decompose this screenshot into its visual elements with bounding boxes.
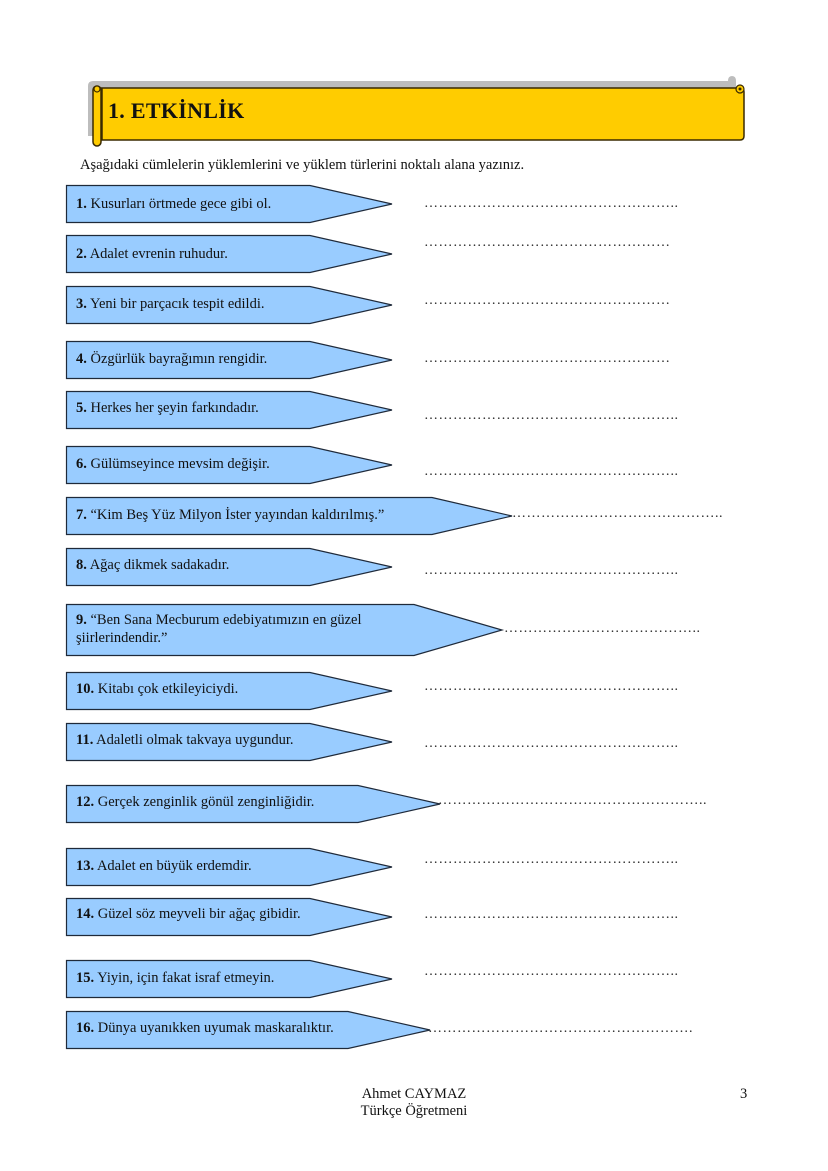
exercise-sentence: 9. “Ben Sana Mecburum edebiyatımızın en güzel şiirlerindendir.” — [76, 612, 362, 646]
answer-blank-12[interactable]: ……………………………………………….. — [438, 793, 707, 808]
author-role: Türkçe Öğretmeni — [360, 1103, 468, 1119]
exercise-sentence: 3. Yeni bir parçacık tespit edildi. — [76, 296, 265, 312]
exercise-sentence: 15. Yiyin, için fakat israf etmeyin. — [76, 970, 275, 986]
exercise-sentence: 7. “Kim Beş Yüz Milyon İster yayından kaldırılmış.” — [76, 507, 385, 523]
exercise-sentence: 4. Özgürlük bayrağımın rengidir. — [76, 351, 268, 367]
page-footer — [0, 1086, 828, 1120]
activity-banner — [84, 76, 746, 148]
answer-blank-3[interactable]: …………………………………………… — [424, 293, 671, 308]
answer-blank-6[interactable]: …………………………………………….. — [424, 464, 679, 479]
answer-blank-4[interactable]: …………………………………………… — [424, 351, 671, 366]
answer-blank-14[interactable]: …………………………………………….. — [424, 907, 679, 922]
exercise-sentence: 12. Gerçek zenginlik gönül zenginliğidir. — [76, 794, 315, 810]
instruction-text: Aşağıdaki cümlelerin yüklemlerini ve yüklem türlerini noktalı alana yazınız. — [80, 157, 525, 173]
answer-blank-15[interactable]: …………………………………………….. — [424, 964, 679, 979]
answer-blank-9[interactable]: ………………………………….. — [504, 621, 701, 636]
answer-blank-8[interactable]: …………………………………………….. — [424, 563, 679, 578]
exercise-sentence: 14. Güzel söz meyveli bir ağaç gibidir. — [76, 906, 301, 922]
exercise-sentence: 11. Adaletli olmak takvaya uygundur. — [76, 732, 294, 748]
page-number: 3 — [740, 1086, 748, 1102]
author-name: Ahmet CAYMAZ — [361, 1086, 467, 1102]
exercise-sentence: 13. Adalet en büyük erdemdir. — [76, 858, 252, 874]
exercise-sentence: 8. Ağaç dikmek sadakadır. — [76, 557, 230, 573]
exercise-sentence: 6. Gülümseyince mevsim değişir. — [76, 456, 270, 472]
exercise-sentence: 5. Herkes her şeyin farkındadır. — [76, 400, 259, 416]
answer-blank-13[interactable]: …………………………………………….. — [424, 852, 679, 867]
answer-blank-16[interactable]: ………………………………………………. — [428, 1021, 693, 1036]
answer-blank-11[interactable]: …………………………………………….. — [424, 736, 679, 751]
answer-blank-7[interactable]: …………………………………….. — [512, 506, 723, 521]
exercise-sentence: 16. Dünya uyanıkken uyumak maskaralıktır. — [76, 1020, 334, 1036]
answer-blank-5[interactable]: …………………………………………….. — [424, 408, 679, 423]
exercise-sentence: 1. Kusurları örtmede gece gibi ol. — [76, 196, 272, 212]
exercise-sentence: 2. Adalet evrenin ruhudur. — [76, 246, 228, 262]
activity-title: 1. ETKİNLİK — [108, 98, 245, 123]
answer-blank-2[interactable]: …………………………………………… — [424, 235, 671, 250]
exercise-sentence: 10. Kitabı çok etkileyiciydi. — [76, 681, 239, 697]
answer-blank-10[interactable]: …………………………………………….. — [424, 679, 679, 694]
answer-blank-1[interactable]: …………………………………………….. — [424, 196, 679, 211]
